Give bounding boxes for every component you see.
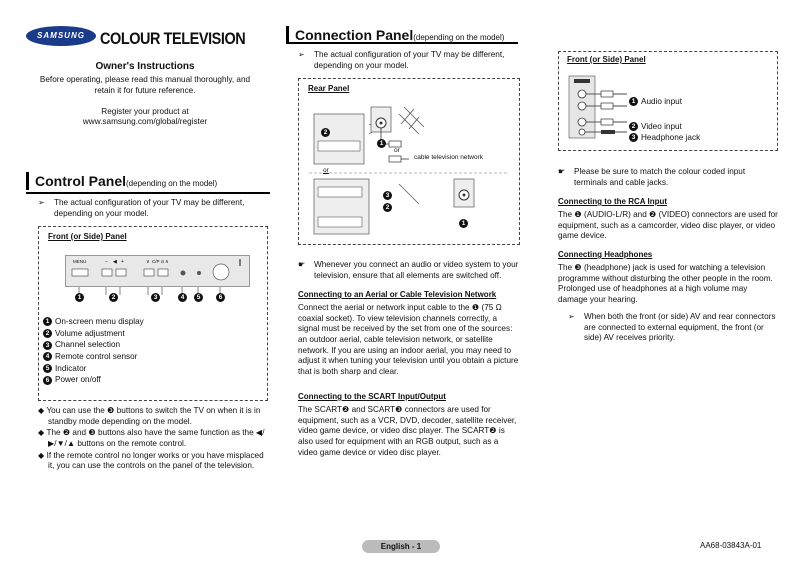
list-num: 4	[43, 352, 52, 361]
front-panel-box	[38, 226, 268, 401]
connection-panel-note	[298, 50, 518, 71]
panel-label-menu: MENU	[73, 259, 87, 264]
panel-label-ch-up: ∧	[165, 259, 169, 265]
aerial-callout: 1	[377, 139, 386, 148]
callout-1: 1	[75, 293, 84, 302]
control-panel-title: Control Panel	[35, 173, 127, 189]
list-num: 6	[43, 376, 52, 385]
arrow-icon: ➢	[38, 198, 45, 207]
arrow-icon: ➢	[568, 312, 575, 321]
headphone-callout: 3	[629, 133, 638, 142]
or-label: or	[394, 147, 400, 154]
video-input-text: Video input	[641, 122, 682, 131]
aerial-heading: Connecting to an Aerial or Cable Television Network	[298, 290, 497, 299]
list-item	[43, 340, 263, 351]
video-callout: 2	[629, 122, 638, 131]
scart-2-callout: 2	[321, 128, 330, 137]
av-priority-note	[568, 312, 778, 344]
arrow-icon: ➢	[298, 50, 305, 59]
cable-network-label: cable television network	[414, 154, 484, 161]
list-text: Volume adjustment	[55, 328, 125, 338]
callout-5: 5	[194, 293, 203, 302]
list-item	[43, 329, 263, 340]
front-panel-title: Front (or Side) Panel	[48, 232, 127, 241]
control-bullets	[38, 406, 268, 473]
control-panel-note	[38, 198, 268, 219]
list-item	[43, 352, 263, 363]
callout-6: 6	[216, 293, 225, 302]
audio-callout: 1	[629, 97, 638, 106]
connection-panel-title: Connection Panel	[295, 27, 414, 43]
bullet-text: You can use the ❸ buttons to switch the TV on when it is in standby mode depending on the model.	[46, 406, 261, 426]
intro-text: Before operating, please read this manual thoroughly, and retain it for future reference.	[39, 75, 251, 95]
headphone-jack-text: Headphone jack	[641, 133, 701, 142]
connection-warning-text: Whenever you connect an audio or video system to your television, ensure that all elements are switched off.	[314, 260, 519, 280]
panel-label-vol: ◀	[113, 259, 117, 265]
list-item	[43, 317, 263, 328]
section-divider	[26, 192, 270, 194]
control-panel-note-text: The actual configuration of your TV may be different, depending on your model.	[54, 198, 245, 218]
scart-3-callout: 3	[383, 191, 392, 200]
panel-label-cp: C/P ⊙	[152, 259, 165, 264]
aerial-lower-callout: 1	[459, 219, 468, 228]
bullet-text: The ❷ and ❸ buttons also have the same function as the ◀/▶/▼/▲ buttons on the remote control.	[46, 428, 265, 448]
panel-label-plus: +	[121, 259, 124, 265]
bullet-text: If the remote control no longer works or you have misplaced it, you can use the controls on the panel of the television.	[46, 450, 264, 471]
bullet-item: ◆ The ❷ and ❸ buttons also have the same function as the ◀/▶/▼/▲ buttons on the remote control.	[38, 428, 265, 448]
scart-2-lower-callout: 2	[383, 203, 392, 212]
list-num: 3	[43, 341, 52, 350]
document-title: COLOUR TELEVISION	[100, 29, 246, 48]
panel-label-ch-down: ∨	[146, 259, 150, 265]
colour-note-text: Please be sure to match the colour coded input terminals and cable jacks.	[574, 167, 746, 187]
scart-text: The SCART❷ and SCART❸ connectors are used for equipment, such as a VCR, DVD, decoder, satellite receiver, video game device, or video disc player. The SCART❷ is also used for equipment with an RGB output, such as a video game device or video disc player.	[298, 405, 517, 457]
headphone-jack-label	[629, 133, 700, 144]
connection-panel-title-note: (depending on the model)	[413, 33, 505, 42]
rca-text: The ❶ (AUDIO-L/R) and ❷ (VIDEO) connectors are used for equipment, such as a camcorder, video disc player, or video game device.	[558, 210, 778, 241]
samsung-logo	[26, 26, 96, 46]
callout-4: 4	[178, 293, 187, 302]
headphones-heading: Connecting Headphones	[558, 250, 653, 259]
control-panel-title-note: (depending on the model)	[126, 179, 218, 188]
rear-panel-box	[298, 78, 520, 245]
front-panel-illustration	[65, 255, 250, 287]
connection-panel-note-text: The actual configuration of your TV may be different, depending on your model.	[314, 50, 505, 70]
list-num: 5	[43, 364, 52, 373]
list-text: On-screen menu display	[55, 317, 144, 326]
aerial-text: Connect the aerial or network input cable to the ❶ (75 Ω coaxial socket). To view television channels correctly, a signal must be received by the set from one of the sources: an outdoor aerial, cable television network, or satellite network. If you are using an indoor aerial, you may need to adjust it when tuning your television until you obtain a picture that is both sharp and clear.	[298, 303, 519, 376]
list-num: 1	[43, 317, 52, 326]
rca-heading: Connecting to the RCA Input	[558, 197, 668, 206]
owners-instructions-heading: Owner's Instructions	[95, 61, 195, 72]
register-url[interactable]: www.samsung.com/global/register	[82, 117, 208, 126]
connection-warning	[298, 260, 520, 281]
pointing-hand-icon: ☛	[298, 260, 306, 269]
list-text: Channel selection	[55, 340, 121, 350]
scart-heading: Connecting to the SCART Input/Output	[298, 392, 446, 401]
list-text: Power on/off	[55, 375, 101, 385]
list-text: Remote control sensor	[55, 351, 138, 361]
headphones-text: The ❸ (headphone) jack is used for watching a television programme without disturbing the other people in the room. Prolonged use of headphones at a high volume may damage your hearing.	[558, 263, 773, 304]
audio-input-text: Audio input	[641, 97, 682, 106]
page-number: English - 1	[362, 540, 440, 553]
list-item	[43, 375, 263, 386]
bullet-item: ◆ If the remote control no longer works or you have misplaced it, you can use the controls on the panel of the television.	[38, 450, 264, 471]
section-divider	[286, 42, 518, 44]
bullet-item: ◆ You can use the ❸ buttons to switch the TV on when it is in standby mode depending on the model.	[38, 406, 261, 426]
control-panel-heading	[26, 172, 266, 190]
side-panel-title: Front (or Side) Panel	[567, 55, 646, 64]
video-input-label	[629, 122, 682, 133]
list-item	[43, 364, 263, 375]
register-text: Register your product at	[101, 107, 189, 116]
panel-label-minus: −	[105, 259, 108, 265]
logo-text: SAMSUNG	[37, 30, 85, 40]
rear-panel-title: Rear Panel	[308, 84, 350, 93]
av-priority-text: When both the front (or side) AV and rear connectors are connected to external equipment, the front (or side) AV receives priority.	[584, 312, 776, 343]
rear-panel-drawing	[309, 99, 509, 239]
pointing-hand-icon: ☛	[558, 167, 566, 176]
list-num: 2	[43, 329, 52, 338]
side-panel-box	[558, 51, 778, 151]
control-list	[43, 317, 263, 387]
or-separator-label: or	[323, 167, 329, 174]
list-text: Indicator	[55, 363, 87, 373]
colour-note	[558, 167, 778, 188]
audio-input-label	[629, 97, 682, 108]
callout-3: 3	[151, 293, 160, 302]
callout-numbers	[65, 293, 250, 303]
document-code: AA68-03843A-01	[700, 541, 762, 550]
callout-2: 2	[109, 293, 118, 302]
